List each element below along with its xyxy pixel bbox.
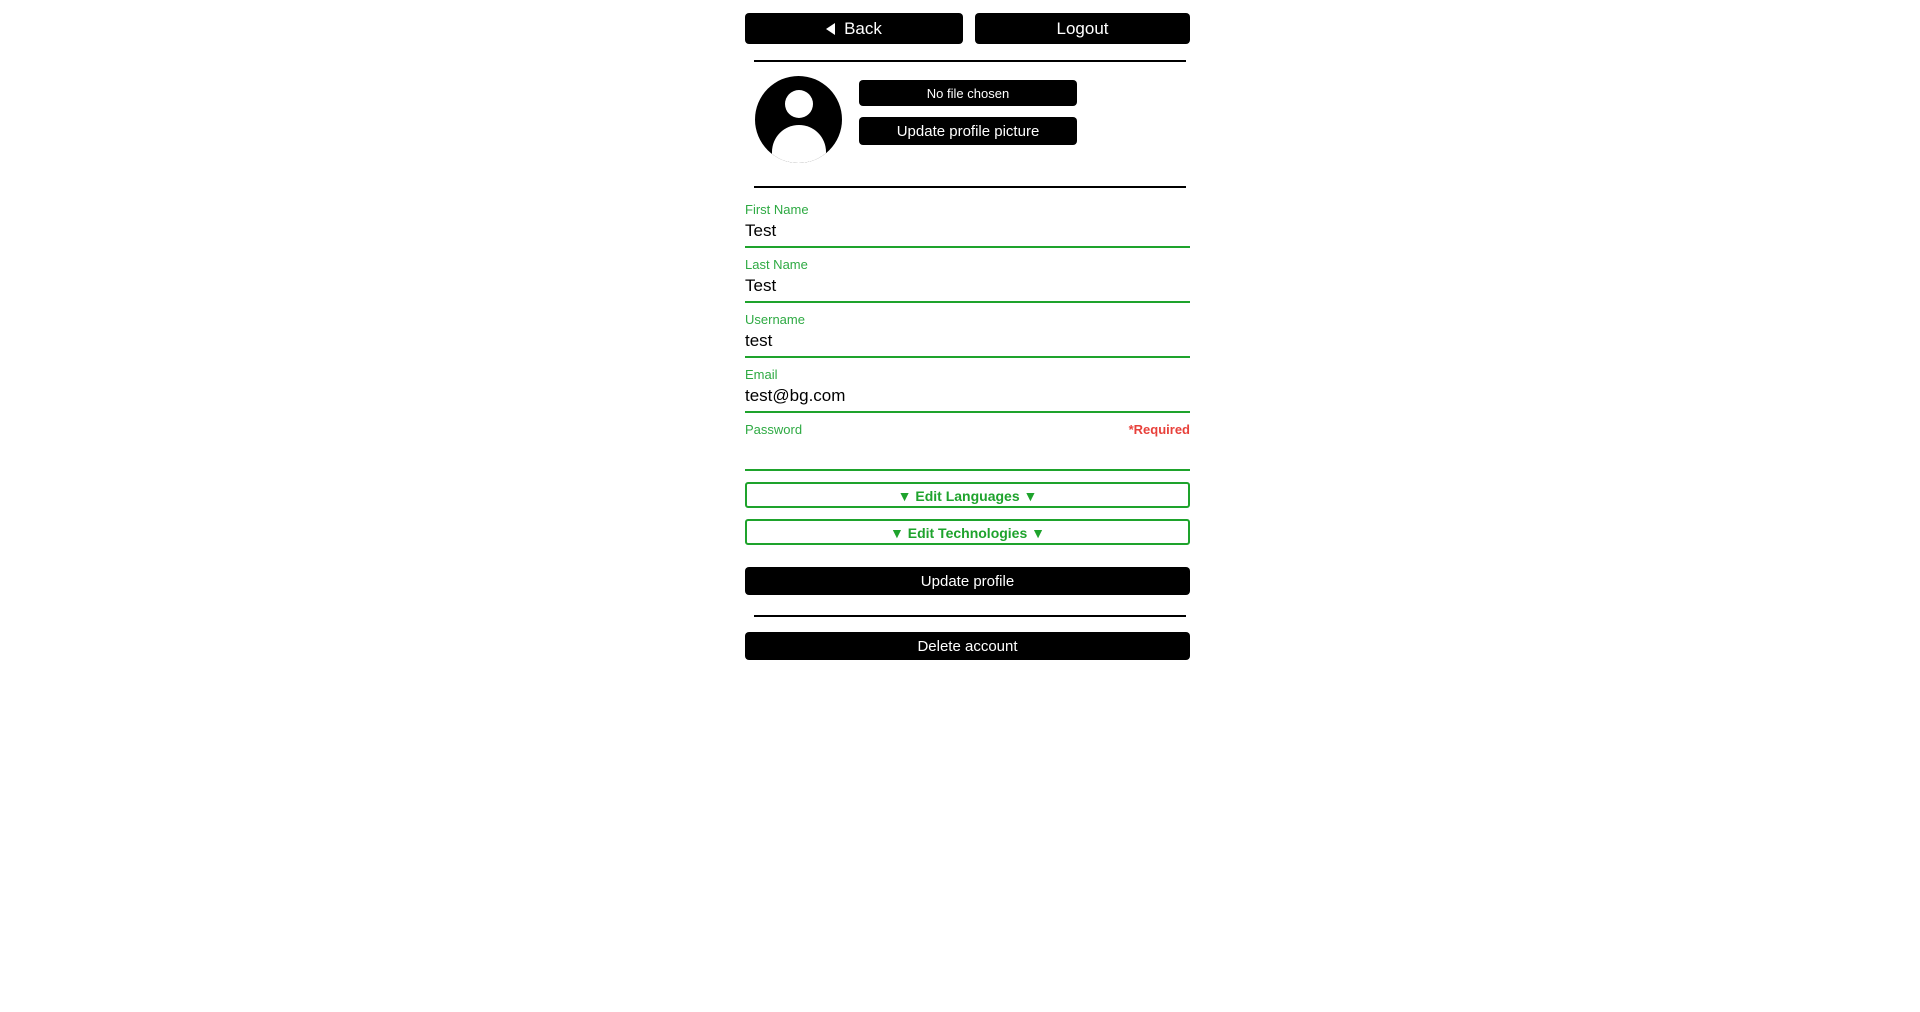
- email-input[interactable]: [745, 383, 1190, 413]
- logout-button-label: Logout: [1056, 18, 1109, 38]
- email-label: Email: [745, 367, 778, 382]
- field-first-name: [745, 202, 1190, 248]
- update-profile-button[interactable]: [745, 567, 1190, 595]
- edit-technologies-toggle[interactable]: [745, 519, 1190, 545]
- top-navigation-bar: [745, 0, 1190, 44]
- choose-file-button[interactable]: [859, 80, 1077, 106]
- field-label-row: [745, 257, 1190, 273]
- update-profile-label: Update profile: [920, 572, 1015, 590]
- first-name-label: First Name: [745, 202, 809, 217]
- last-name-label: Last Name: [745, 257, 808, 272]
- divider-middle: [754, 186, 1186, 188]
- update-profile-picture-button[interactable]: [859, 117, 1077, 145]
- user-avatar-icon: [755, 76, 842, 163]
- divider-bottom: [754, 615, 1186, 617]
- field-password: [745, 422, 1190, 471]
- divider-top: [754, 60, 1186, 62]
- avatar-body-shape: [772, 125, 826, 163]
- edit-languages-toggle[interactable]: [745, 482, 1190, 508]
- username-input[interactable]: [745, 328, 1190, 358]
- profile-picture-controls: [859, 76, 1077, 145]
- first-name-input[interactable]: [745, 218, 1190, 248]
- back-button-label: Back: [844, 18, 882, 38]
- avatar-head-shape: [785, 90, 813, 118]
- edit-technologies-label: ▼ Edit Technologies ▼: [889, 525, 1046, 541]
- back-button[interactable]: [745, 13, 963, 44]
- field-label-row: [745, 202, 1190, 218]
- password-label: Password: [745, 422, 803, 437]
- field-email: [745, 367, 1190, 413]
- profile-fields: [745, 202, 1190, 471]
- field-label-row: [745, 422, 1190, 438]
- field-label-row: [745, 312, 1190, 328]
- delete-account-button[interactable]: [745, 632, 1190, 660]
- username-label: Username: [745, 312, 805, 327]
- delete-account-label: Delete account: [917, 637, 1018, 655]
- last-name-input[interactable]: [745, 273, 1190, 303]
- edit-languages-label: ▼ Edit Languages ▼: [897, 488, 1038, 504]
- password-input[interactable]: [745, 438, 1190, 471]
- triangle-left-icon: [826, 23, 835, 35]
- logout-button[interactable]: [975, 13, 1190, 44]
- file-status-label: No file chosen: [926, 85, 1010, 101]
- field-last-name: [745, 257, 1190, 303]
- field-username: [745, 312, 1190, 358]
- field-label-row: [745, 367, 1190, 383]
- profile-form-container: [745, 0, 1190, 660]
- update-profile-picture-label: Update profile picture: [896, 122, 1040, 140]
- profile-picture-section: [745, 76, 1190, 163]
- password-required-badge: *Required: [1128, 422, 1190, 437]
